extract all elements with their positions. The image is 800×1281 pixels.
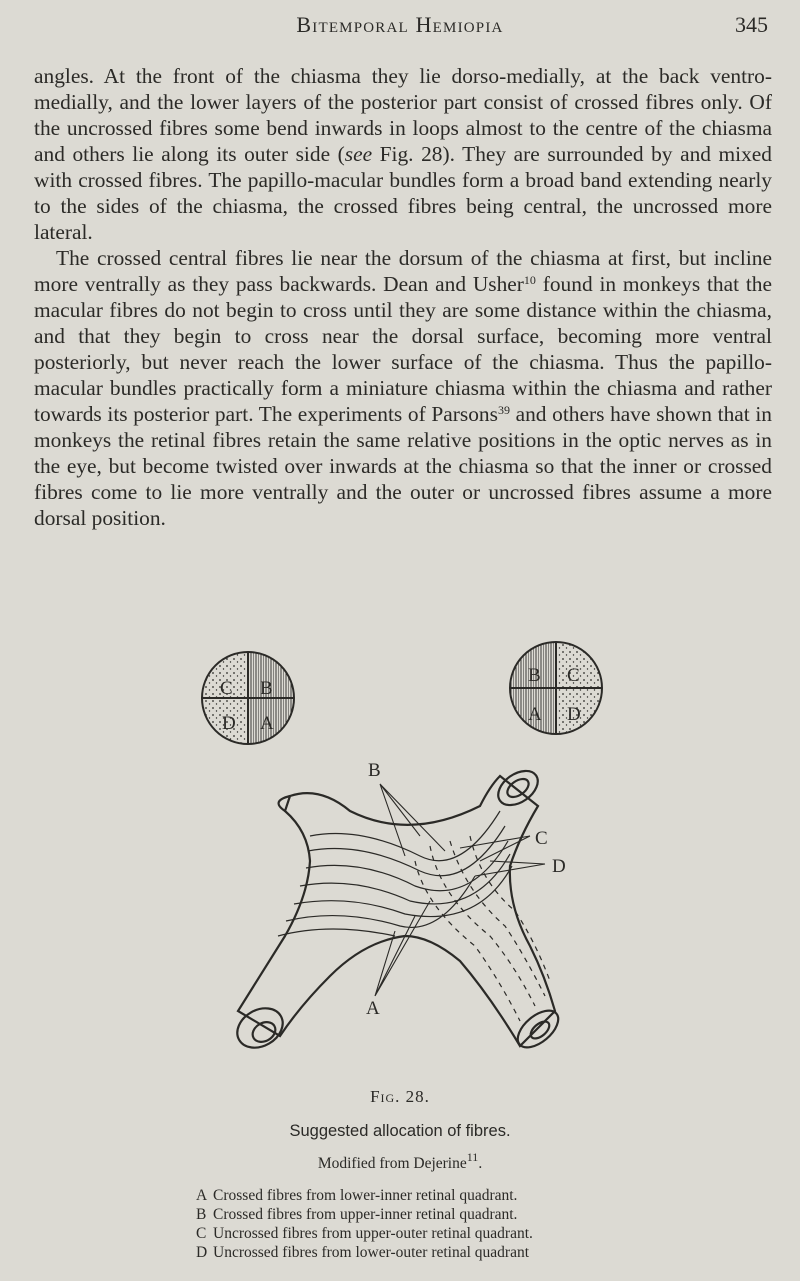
legend-text-a: Crossed fibres from lower-inner retinal quadrant. [213,1187,518,1204]
body-text [34,63,772,531]
right-disc-label-a: A [528,704,542,725]
figure-title: Suggested allocation of fibres. [289,1122,511,1140]
left-disc-label-c: C [220,678,233,699]
legend-row-c [196,1224,676,1243]
chiasma-figure [190,636,630,1066]
paragraph-2-text-b: found in monkeys that the macular fibres do not begin to cross until they are some distance within the chiasma, and that they begin to cross near the dorsal surface, becoming more ventral posteriorly, but never reach the lower surface of the chiasma. Thus the papillo-macular bundles practically form a miniature chiasma within the chiasma and rather towards its posterior part. The experiments of Parsons [34,272,772,426]
left-disc-label-b: B [260,678,273,699]
paragraph-1 [34,63,772,245]
legend-text-b: Crossed fibres from upper-inner retinal quadrant. [213,1206,518,1223]
legend-row-b [196,1205,676,1224]
paragraph-1-text-a: angles. At the front of the chiasma they lie dorso-medially, at the back ventro-medially, and the lower layers of the posterior part consist of crossed fibres only. Of the uncrossed fibres some bend inwards in loops almost to the centre of the chiasma and others lie along its outer side ( [34,64,772,166]
running-title: Bitemporal Hemiopia [296,12,504,37]
left-disc-label-d: D [222,713,236,734]
left-disc-label-a: A [260,713,274,734]
paragraph-2-text-a: The crossed central fibres lie near the dorsum of the chiasma at first, but incline more ventrally as they pass backwards. Dean and Usher [34,246,772,296]
right-disc-label-b: B [528,665,541,686]
right-disc-label-c: C [567,665,580,686]
left-retina-disc [202,652,294,744]
reference-10: 10 [523,273,536,287]
running-head [0,10,800,40]
figure-source-text: Modified from Dejerine [317,1155,467,1172]
paragraph-2-text-c: and others have shown that in monkeys the retinal fibres retain the same relative positions in the optic nerves as in the eye, but become twisted over inwards at the chiasma so that the inner or crossed fibres come to lie more ventrally and the outer or uncrossed fibres assume a more dorsal position. [34,402,772,530]
chiasma-illustration [190,636,630,1066]
legend-key-b: B [196,1206,207,1223]
label-a: A [366,998,380,1019]
legend-row-d [196,1243,676,1262]
right-disc-label-d: D [567,704,581,725]
label-b: B [368,760,381,781]
reference-11: 11 [466,1150,479,1164]
paragraph-2 [34,245,772,531]
right-retina-disc [510,642,602,734]
label-c: C [535,828,548,849]
legend-row-a [196,1186,676,1205]
figure-number: Fig. 28. [370,1087,430,1106]
legend-key-d: D [196,1244,208,1261]
label-d: D [552,856,566,877]
legend-key-c: C [196,1225,207,1242]
figure-legend [196,1186,676,1262]
legend-key-a: A [196,1187,208,1204]
page-number: 345 [735,12,768,37]
figure-source-end: . [478,1155,483,1172]
legend-text-d: Uncrossed fibres from lower-outer retinal quadrant [213,1244,530,1261]
legend-text-c: Uncrossed fibres from upper-outer retinal quadrant. [213,1225,533,1242]
reference-39: 39 [497,403,510,417]
paragraph-1-text-b: Fig. 28). They are surrounded by and mixed with crossed fibres. The papillo-macular bundles form a broad band extending nearly to the sides of the chiasma, the crossed fibres being central, the uncrossed more lateral. [34,142,772,244]
see-italic: see [344,142,373,166]
figure-source [0,1150,800,1173]
chiasma-body [230,764,565,1056]
